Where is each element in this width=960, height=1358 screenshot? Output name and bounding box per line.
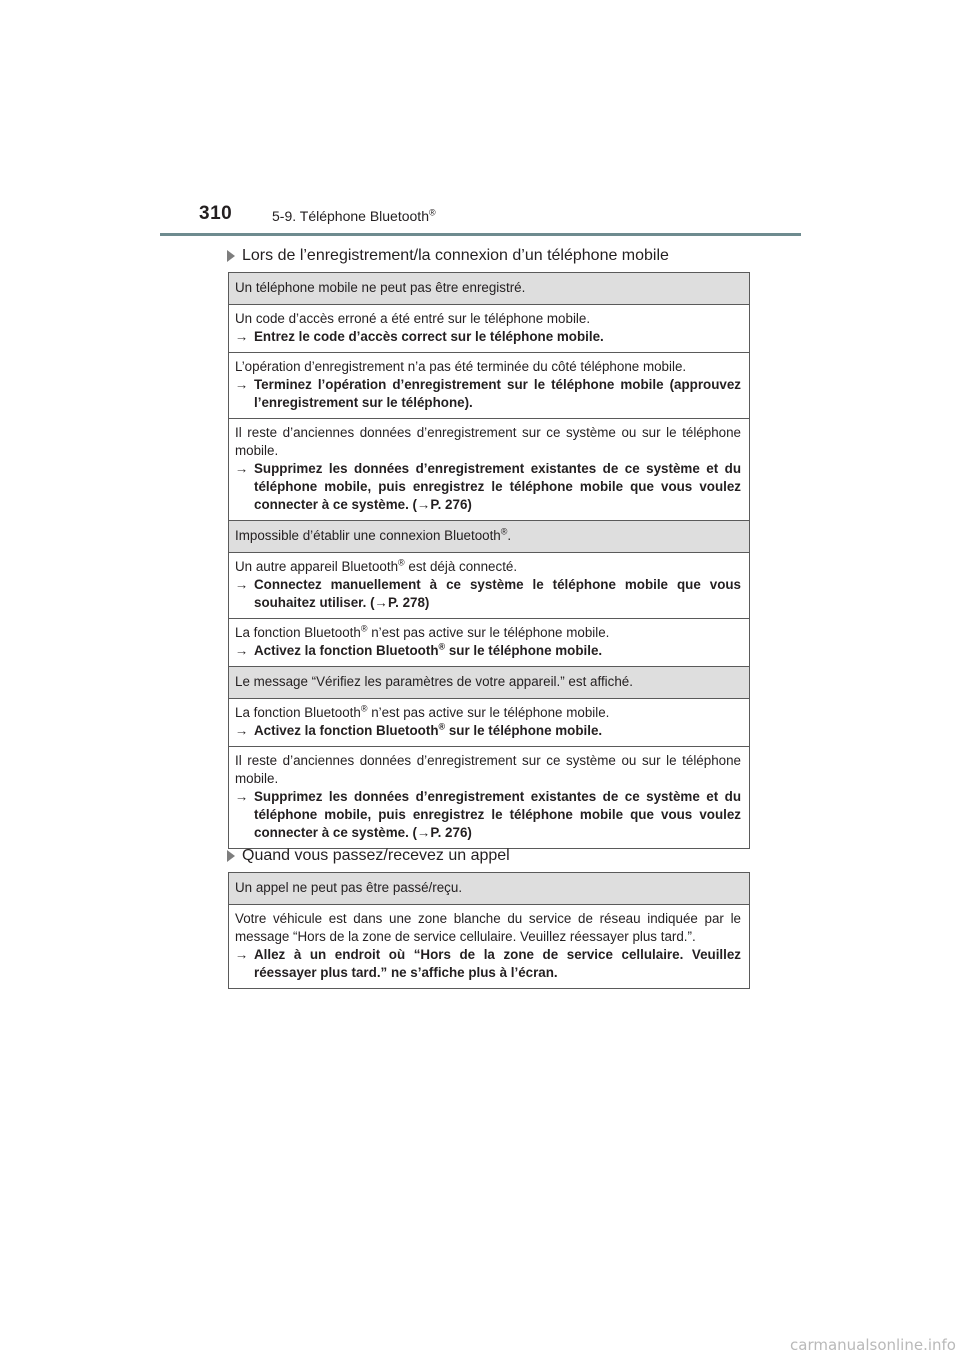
table-group-header (229, 273, 750, 305)
page-reference[interactable]: P. 278) (387, 595, 430, 610)
section-registration (228, 243, 750, 849)
remedy-text: → Activez la fonction Bluetooth® sur le téléphone mobile. (235, 641, 603, 658)
cause-text: Un autre appareil Bluetooth® est déjà connecté. (235, 557, 518, 574)
table-row (229, 353, 750, 419)
arrow-icon: → (235, 577, 249, 592)
group-title: Un téléphone mobile ne peut pas être enregistré. (229, 273, 750, 305)
remedy-text: → Activez la fonction Bluetooth® sur le téléphone mobile. (235, 721, 603, 738)
watermark-logo: carmanualsonline.info (790, 1336, 956, 1354)
section-heading: Lors de l’enregistrement/la connexion d’un téléphone mobile (228, 243, 750, 269)
section-calls (228, 843, 750, 989)
arrow-icon: → (235, 643, 249, 658)
remedy-text: → Supprimez les données d’enregistrement existantes de ce système et du téléphone mobile, puis enregistrez le téléphone mobile que vous voulez connecter à ce système. (→P. 276) (235, 461, 741, 512)
arrow-icon: → (235, 723, 249, 738)
table-row (229, 419, 750, 521)
group-title: Un appel ne peut pas être passé/reçu. (229, 873, 750, 905)
remedy-text: → Entrez le code d’accès correct sur le téléphone mobile. (235, 329, 604, 344)
triangle-bullet-icon (227, 250, 235, 262)
arrow-icon: → (235, 329, 249, 344)
arrow-icon: → (235, 789, 249, 804)
page-reference[interactable]: P. 276) (430, 497, 472, 512)
troubleshooting-table (228, 872, 750, 989)
page-reference[interactable]: P. 276) (430, 825, 472, 840)
table-row (229, 553, 750, 619)
remedy-text: → Allez à un endroit où “Hors de la zone de service cellulaire. Veuillez réessayer plus tard.” ne s’affiche plus à l’écran. (235, 947, 741, 980)
arrow-ref-icon: → (417, 497, 431, 512)
registered-mark: ® (428, 207, 436, 218)
triangle-bullet-icon (227, 850, 235, 862)
header-rule (160, 233, 801, 236)
chapter-title: 5-9. Téléphone Bluetooth® (272, 207, 436, 224)
remedy-text: → Terminez l’opération d’enregistrement sur le téléphone mobile (approuvez l’enregistrement sur le téléphone). (235, 377, 741, 410)
cause-text: Votre véhicule est dans une zone blanche du service de réseau indiquée par le message “Hors de la zone de service cellulaire. Veuillez réessayer plus tard.”. (235, 911, 741, 944)
cause-text: La fonction Bluetooth® n’est pas active sur le téléphone mobile. (235, 703, 610, 720)
remedy-text: → Connectez manuellement à ce système le téléphone mobile que vous souhaitez utiliser. (→P. 278) (235, 577, 741, 610)
section-heading: Quand vous passez/recevez un appel (228, 843, 750, 869)
arrow-ref-icon: → (417, 825, 431, 840)
arrow-icon: → (235, 947, 249, 962)
cause-text: Il reste d’anciennes données d’enregistrement sur ce système ou sur le téléphone mobile. (235, 753, 741, 786)
table-group-header (229, 521, 750, 553)
cause-text: L’opération d’enregistrement n’a pas été terminée du côté téléphone mobile. (235, 359, 687, 374)
group-title: Le message “Vérifiez les paramètres de votre appareil.” est affiché. (229, 667, 750, 699)
table-row (229, 619, 750, 667)
table-row (229, 905, 750, 989)
table-row (229, 699, 750, 747)
arrow-ref-icon: → (374, 595, 388, 610)
cause-text: La fonction Bluetooth® n’est pas active sur le téléphone mobile. (235, 623, 610, 640)
table-group-header (229, 873, 750, 905)
group-title: Impossible d’établir une connexion Bluetooth®. (229, 521, 750, 553)
cause-text: Un code d’accès erroné a été entré sur le téléphone mobile. (235, 311, 591, 326)
page-number: 310 (199, 203, 233, 224)
table-group-header (229, 667, 750, 699)
arrow-icon: → (235, 377, 249, 392)
troubleshooting-table (228, 272, 750, 849)
table-row (229, 305, 750, 353)
arrow-icon: → (235, 461, 249, 476)
table-row (229, 747, 750, 849)
remedy-text: → Supprimez les données d’enregistrement existantes de ce système et du téléphone mobile, puis enregistrez le téléphone mobile que vous voulez connecter à ce système. (→P. 276) (235, 789, 741, 840)
cause-text: Il reste d’anciennes données d’enregistrement sur ce système ou sur le téléphone mobile. (235, 425, 741, 458)
